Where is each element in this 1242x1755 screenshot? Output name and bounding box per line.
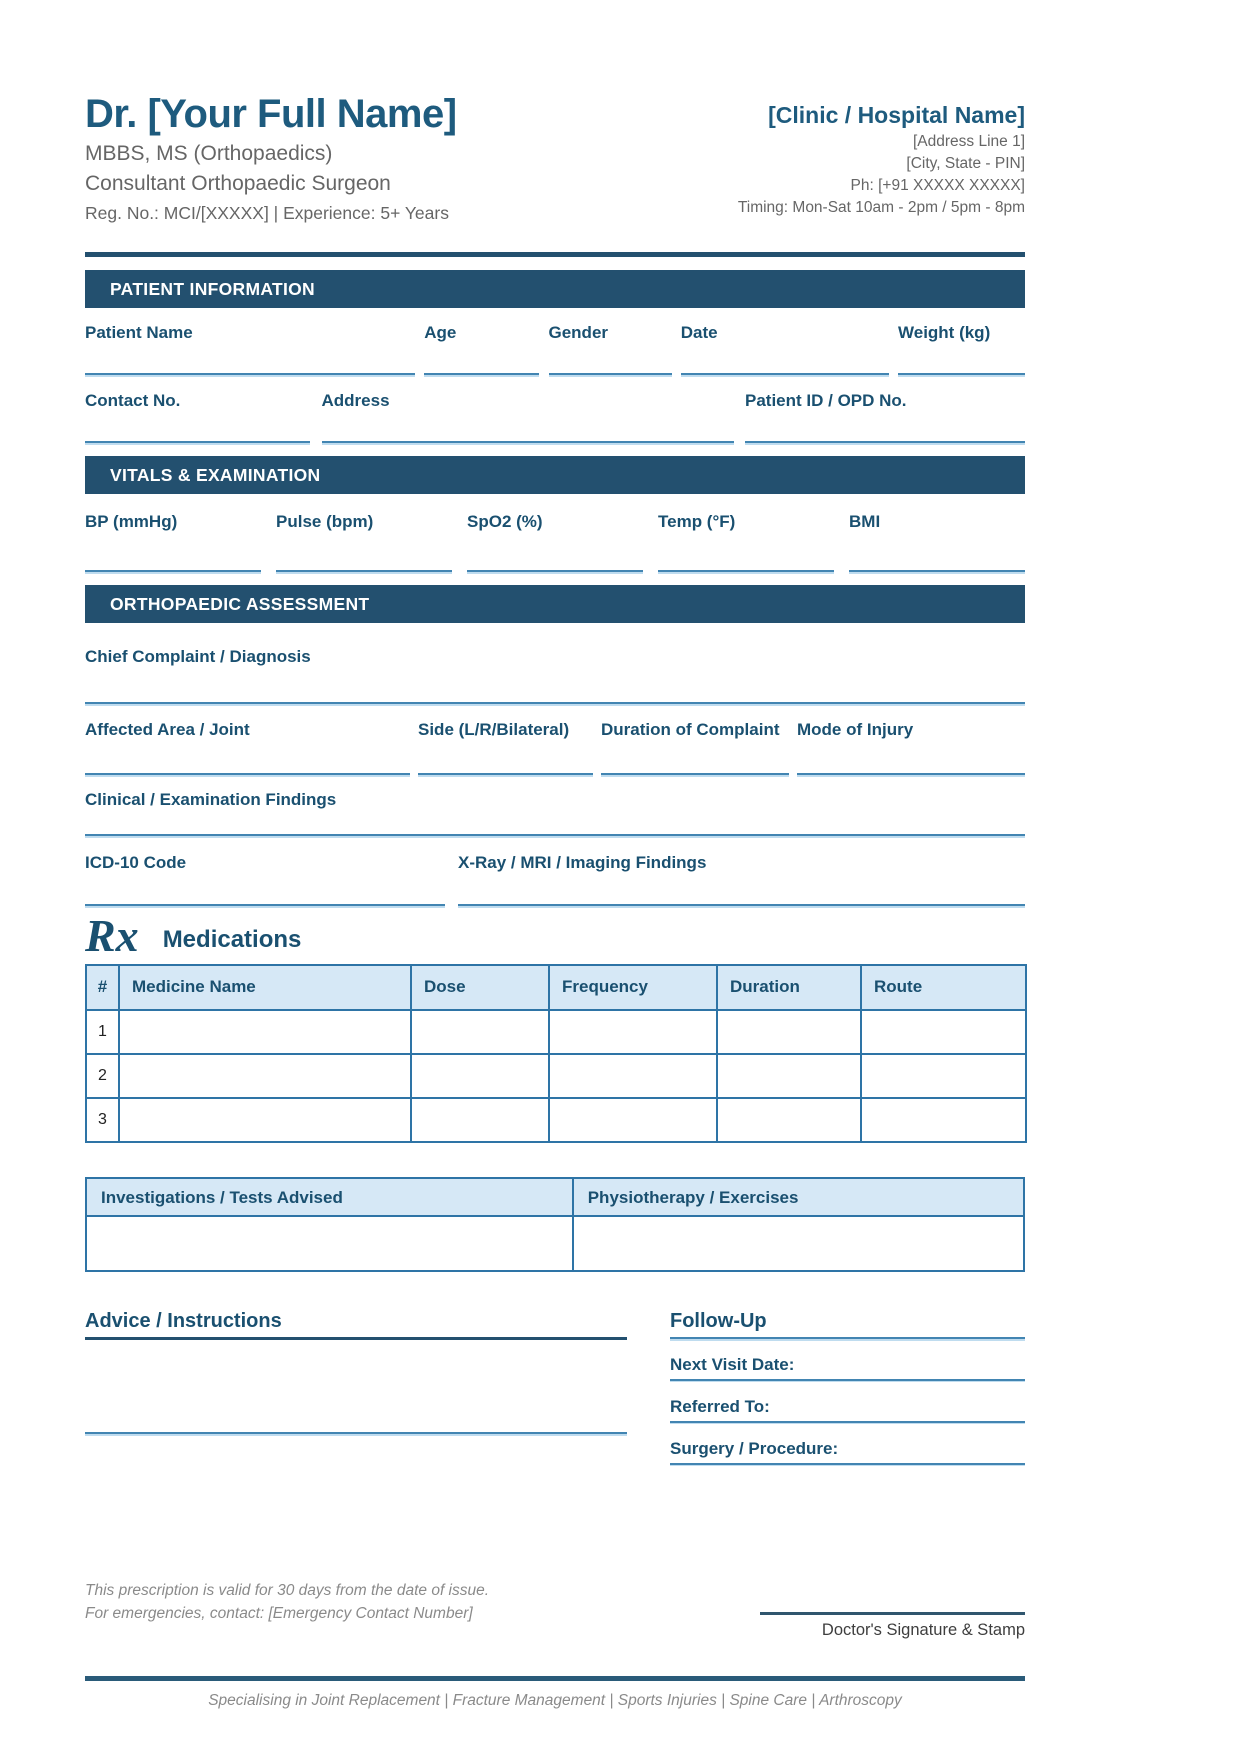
duration-cell [717,1054,861,1098]
medications-title: Medications [162,925,302,953]
blank-line [85,1432,627,1434]
field-surgery-procedure [670,1439,1025,1465]
field-date [681,323,889,375]
col-header-medicine-name: Medicine Name [119,965,411,1010]
clinic-city-line: [City, State - PIN] [906,155,1025,172]
advised-box [85,1177,1025,1272]
medications-header-row [86,965,1026,1010]
medication-row-1 [86,1010,1026,1054]
field-chief-complaint [85,647,1025,704]
field-label: ICD-10 Code [85,853,187,873]
blank-line [322,441,734,443]
section-title: PATIENT INFORMATION [110,279,315,300]
field-age [424,323,539,375]
rx-icon: Rx [85,910,139,962]
field-gender [549,323,672,375]
doctor-qualifications: MBBS, MS (Orthopaedics) [85,142,333,165]
col-header-duration: Duration [717,965,861,1010]
blank-line [418,773,593,775]
field-label: Patient Name [85,323,193,343]
header-divider [85,252,1025,257]
field-label: Side (L/R/Bilateral) [418,720,570,740]
clinic-name: [Clinic / Hospital Name] [768,102,1025,128]
dose-cell [411,1098,549,1142]
section-title: ORTHOPAEDIC ASSESSMENT [110,594,370,615]
blank-line [601,773,789,775]
followup-title: Follow-Up [670,1310,1025,1339]
signature-line [760,1612,1025,1615]
duration-cell [717,1010,861,1054]
signature-block [760,1579,1025,1640]
blank-line [797,773,1025,775]
medication-row-3 [86,1098,1026,1142]
col-header-number: # [86,965,119,1010]
field-side [418,720,593,775]
emergency-note: For emergencies, contact: [Emergency Contact Number] [85,1605,473,1623]
blank-line [85,834,1025,836]
physiotherapy-header: Physiotherapy / Exercises [574,1179,1023,1217]
rx-heading [85,910,1025,962]
investigations-column [87,1179,574,1270]
validity-note: This prescription is valid for 30 days from the date of issue. [85,1581,490,1599]
signature-label: Doctor's Signature & Stamp [821,1620,1025,1639]
col-header-dose: Dose [411,965,549,1010]
blank-line [424,373,539,375]
field-temp [658,512,834,572]
field-label: Referred To: [670,1396,770,1416]
blank-line [898,373,1025,375]
section-title: VITALS & EXAMINATION [110,465,321,486]
medicine-name-cell [119,1098,411,1142]
frequency-cell [549,1098,717,1142]
clinic-timing: Timing: Mon-Sat 10am - 2pm / 5pm - 8pm [737,199,1025,216]
blank-line [681,373,889,375]
field-label: Clinical / Examination Findings [85,790,337,810]
field-label: Age [424,323,457,343]
field-icd-code [85,853,445,906]
field-label: BMI [849,512,881,532]
field-patient-id [745,391,1025,443]
blank-line [85,773,410,775]
field-address [322,391,734,443]
field-label: Surgery / Procedure: [670,1438,839,1458]
assessment-detail-row [85,720,1025,775]
blank-line [85,373,415,375]
field-pulse [276,512,452,572]
field-label: Contact No. [85,391,181,411]
section-bar-assessment [85,585,1025,623]
field-duration-of-complaint [601,720,789,775]
blank-line [549,373,672,375]
dose-cell [411,1054,549,1098]
physiotherapy-write-area [574,1217,1023,1270]
doctor-designation: Consultant Orthopaedic Surgeon [85,172,391,196]
field-label: Next Visit Date: [670,1354,795,1374]
row-number: 3 [86,1098,119,1142]
followup-section [670,1310,1025,1465]
medication-row-2 [86,1054,1026,1098]
route-cell [861,1054,1026,1098]
col-header-route: Route [861,965,1026,1010]
field-label: Affected Area / Joint [85,720,250,740]
field-spo2 [467,512,643,572]
section-bar-patient-information [85,270,1025,308]
field-bmi [849,512,1025,572]
frequency-cell [549,1054,717,1098]
footer-row [85,1579,1025,1640]
row-number: 2 [86,1054,119,1098]
field-imaging-findings [458,853,1025,906]
section-bar-vitals [85,456,1025,494]
investigations-write-area [87,1217,572,1270]
field-mode-of-injury [797,720,1025,775]
route-cell [861,1098,1026,1142]
physiotherapy-column [574,1179,1023,1270]
specialties-line: Specialising in Joint Replacement | Fracture Management | Sports Injuries | Spine Care | Arthroscopy [208,1691,902,1709]
field-label: Pulse (bpm) [276,512,374,532]
doctor-registration: Reg. No.: MCI/[XXXXX] | Experience: 5+ Years [85,203,449,224]
blank-line [467,570,643,572]
field-label: Patient ID / OPD No. [745,391,907,411]
field-label: Address [321,391,390,411]
field-referred-to [670,1397,1025,1423]
field-next-visit-date [670,1355,1025,1381]
field-label: Chief Complaint / Diagnosis [85,647,311,667]
footer-divider [85,1676,1025,1681]
page-content [85,0,1025,1710]
blank-line [458,904,1025,906]
blank-line [85,570,261,572]
field-weight [898,323,1025,375]
field-label: SpO2 (%) [467,512,543,532]
field-patient-name [85,323,415,375]
blank-line [85,441,310,443]
blank-line [658,570,834,572]
field-label: Weight (kg) [898,323,991,343]
field-affected-area [85,720,410,775]
blank-line [85,702,1025,704]
field-contact-no [85,391,310,443]
icd-imaging-row [85,853,1025,906]
medications-table [85,964,1027,1143]
clinic-identity [738,92,1025,224]
letterhead [85,0,1025,224]
field-clinical-findings [85,790,1025,836]
vitals-row [85,512,1025,572]
blank-line [745,441,1025,443]
col-header-frequency: Frequency [549,965,717,1010]
doctor-name: Dr. [Your Full Name] [85,92,457,136]
field-label: Duration of Complaint [601,720,780,740]
dose-cell [411,1010,549,1054]
blank-line [276,570,452,572]
route-cell [861,1010,1026,1054]
medicine-name-cell [119,1010,411,1054]
blank-line [670,1421,1025,1423]
field-bp [85,512,261,572]
advice-followup-row [85,1310,1025,1465]
investigations-header: Investigations / Tests Advised [87,1179,572,1217]
patient-info-row-2 [85,391,1025,443]
field-label: BP (mmHg) [85,512,178,532]
field-label: Temp (°F) [658,512,736,532]
field-label: Gender [548,323,609,343]
frequency-cell [549,1010,717,1054]
clinic-address-line: [Address Line 1] [912,133,1025,150]
field-label: Mode of Injury [797,720,914,740]
duration-cell [717,1098,861,1142]
patient-info-row-1 [85,323,1025,375]
blank-line [849,570,1025,572]
advice-section [85,1310,627,1434]
field-label: X-Ray / MRI / Imaging Findings [458,853,707,873]
blank-line [670,1379,1025,1381]
clinic-phone: Ph: [+91 XXXXX XXXXX] [850,177,1025,194]
row-number: 1 [86,1010,119,1054]
doctor-identity [85,92,457,224]
advice-title: Advice / Instructions [85,1310,627,1340]
footer-notes [85,1579,489,1626]
field-label: Date [680,323,718,343]
medicine-name-cell [119,1054,411,1098]
blank-line [85,904,445,906]
blank-line [670,1463,1025,1465]
